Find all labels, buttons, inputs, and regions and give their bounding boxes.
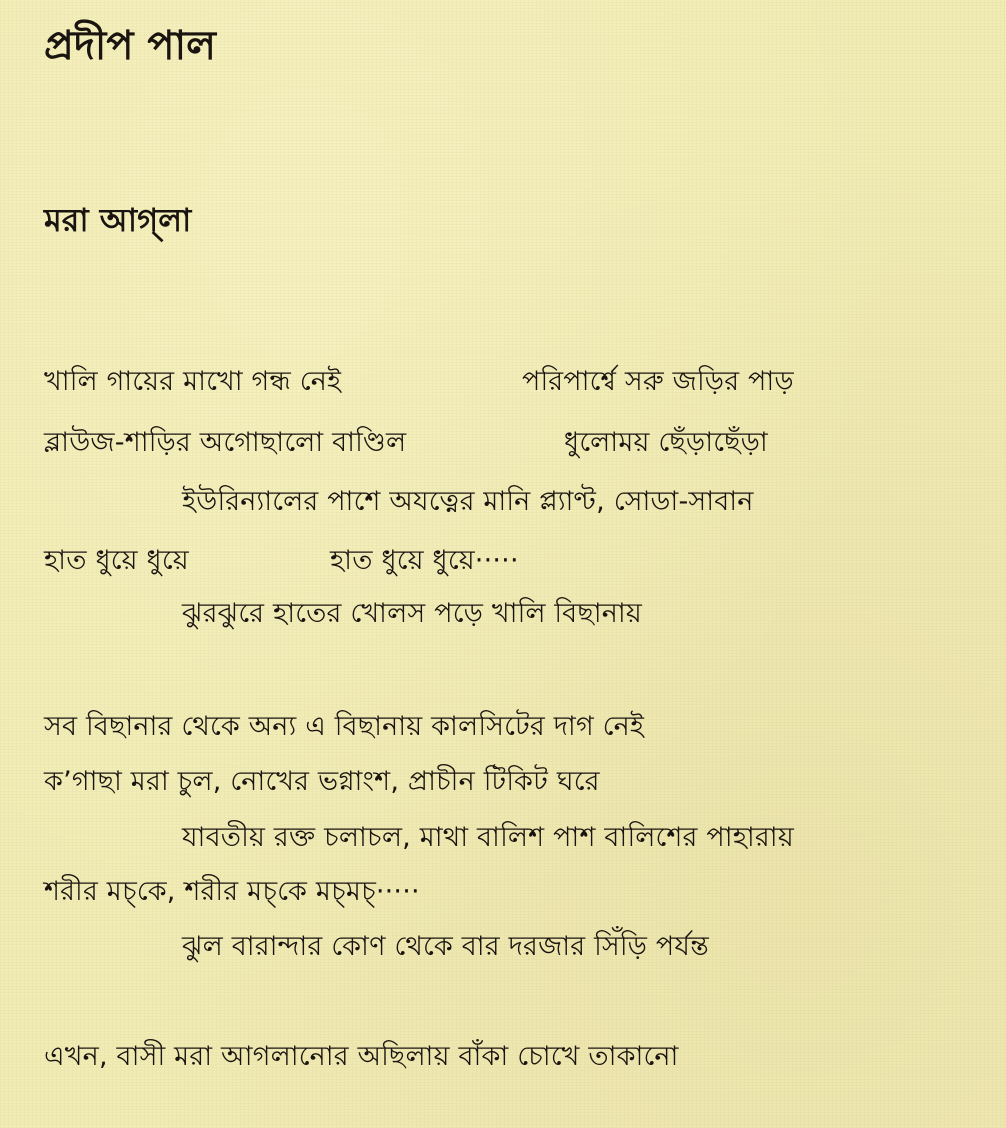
poem-line-part: হাত ধুয়ে ধুয়ে·····	[330, 545, 519, 576]
poem-line	[44, 541, 994, 581]
poem-title: মরা আগ্‌লা	[44, 201, 192, 239]
poem-line	[182, 927, 992, 967]
poem-line-part: ঝুরঝুরে হাতের খোলস পড়ে খালি বিছানায়	[182, 598, 643, 629]
poem-line	[44, 707, 994, 747]
poem-line-part: এখন, বাসী মরা আগলানোর অছিলায় বাঁকা চোখে তাকানো	[44, 1041, 679, 1072]
poem-line	[44, 872, 994, 912]
poem-line-part: সব বিছানার থেকে অন্য এ বিছানায় কালসিটের দাগ নেই	[44, 711, 645, 742]
poem-line-part: যাবতীয় রক্ত চলাচল, মাথা বালিশ পাশ বালিশের পাহারায়	[182, 822, 794, 853]
poem-line	[44, 1037, 994, 1077]
poem-line-part: শরীর মচ্‌কে, শরীর মচ্‌কে মচ্‌মচ্‌·····	[44, 876, 420, 907]
poem-line-part: পরিপার্শ্বে সরু জড়ির পাড়	[522, 366, 794, 397]
poem-line	[44, 423, 994, 463]
poem-line	[44, 762, 994, 802]
poem-line-part: ব্লাউজ-শাড়ির অগোছালো বাণ্ডিল	[44, 427, 407, 458]
poem-line-part: ধুলোময় ছেঁড়াছেঁড়া	[564, 427, 768, 458]
poem-line-part: ঝুল বারান্দার কোণ থেকে বার দরজার সিঁড়ি পর্যন্ত	[182, 931, 709, 962]
poem-line	[182, 818, 997, 858]
poem-line	[44, 362, 994, 402]
author-name: প্রদীপ পাল	[44, 23, 216, 69]
poem-line-part: ক’গাছা মরা চুল, নোখের ভগ্নাংশ, প্রাচীন টিকিট ঘরে	[44, 766, 600, 797]
poem-line-part: ইউরিন্যালের পাশে অযত্নের মানি প্ল্যাণ্ট, সোডা-সাবান	[182, 486, 754, 517]
poem-line	[182, 594, 992, 634]
poem-line-part: হাত ধুয়ে ধুয়ে	[44, 545, 189, 576]
poem-line	[182, 482, 992, 522]
poem-line-part: খালি গায়ের মাখো গন্ধ নেই	[44, 366, 342, 397]
